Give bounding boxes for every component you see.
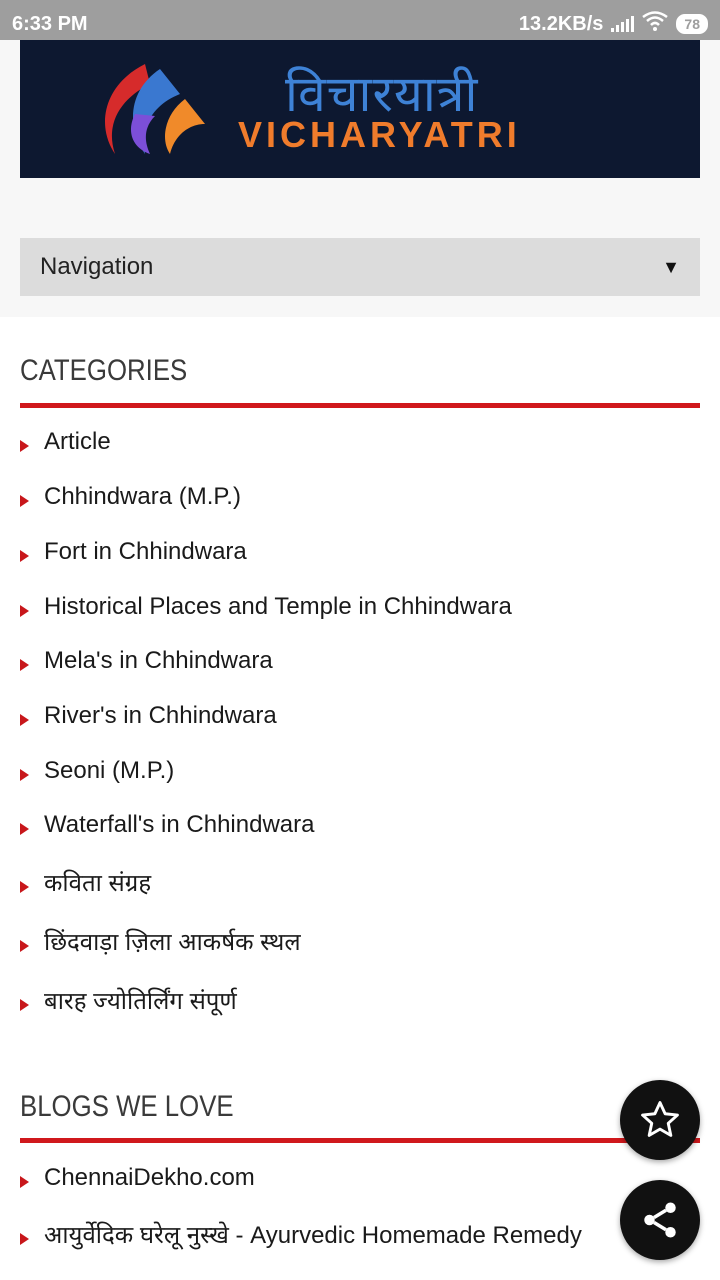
blogs-heading: BLOGS WE LOVE [20, 1090, 234, 1123]
bullet-arrow-icon [20, 769, 29, 781]
categories-heading: CATEGORIES [20, 354, 188, 387]
network-speed: 13.2KB/s [518, 12, 604, 35]
navigation-select[interactable] [20, 238, 700, 296]
category-item[interactable]: Mela's in Chhindwara [20, 647, 273, 675]
blog-item[interactable]: आयुर्वेदिक घरेलू नुस्खे - Ayurvedic Homemade Remedy [20, 1218, 582, 1251]
favorite-button[interactable] [620, 1080, 700, 1160]
category-item[interactable]: Historical Places and Temple in Chhindwara [20, 593, 512, 621]
logo-hindi-text: विचारयात्री [285, 65, 479, 123]
status-time: 6:33 PM [12, 12, 88, 35]
bullet-arrow-icon [20, 999, 29, 1011]
category-item[interactable]: Waterfall's in Chhindwara [20, 811, 314, 839]
bullet-arrow-icon [20, 881, 29, 893]
bullet-arrow-icon [20, 940, 29, 952]
signal-icon [611, 16, 634, 32]
blog-item[interactable]: ChennaiDekho.com [20, 1164, 255, 1192]
category-item[interactable]: Seoni (M.P.) [20, 757, 174, 785]
category-item[interactable]: छिंदवाड़ा ज़िला आकर्षक स्थल [20, 925, 301, 958]
blogs-divider [20, 1138, 700, 1143]
share-icon [639, 1199, 681, 1241]
categories-divider [20, 403, 700, 408]
dropdown-arrow-icon: ▼ [662, 256, 680, 277]
battery-icon: 78 [676, 14, 708, 34]
bullet-arrow-icon [20, 714, 29, 726]
bullet-arrow-icon [20, 659, 29, 671]
bullet-arrow-icon [20, 605, 29, 617]
bullet-arrow-icon [20, 550, 29, 562]
category-item[interactable]: बारह ज्योतिर्लिंग संपूर्ण [20, 984, 237, 1017]
category-item[interactable]: Fort in Chhindwara [20, 538, 247, 566]
bullet-arrow-icon [20, 1176, 29, 1188]
share-button[interactable] [620, 1180, 700, 1260]
category-item[interactable]: River's in Chhindwara [20, 702, 277, 730]
wifi-icon [642, 11, 668, 37]
header-area [0, 40, 720, 317]
category-item[interactable]: कविता संग्रह [20, 866, 151, 899]
site-logo-banner[interactable] [20, 40, 700, 178]
bullet-arrow-icon [20, 1233, 29, 1245]
bullet-arrow-icon [20, 495, 29, 507]
category-item[interactable]: Article [20, 428, 111, 456]
star-icon [638, 1098, 682, 1142]
category-item[interactable]: Chhindwara (M.P.) [20, 483, 241, 511]
logo-english-text: VICHARYATRI [238, 114, 521, 155]
bullet-arrow-icon [20, 823, 29, 835]
bullet-arrow-icon [20, 440, 29, 452]
navigation-select-value: Navigation [40, 253, 154, 280]
flame-logo-icon [75, 54, 225, 164]
